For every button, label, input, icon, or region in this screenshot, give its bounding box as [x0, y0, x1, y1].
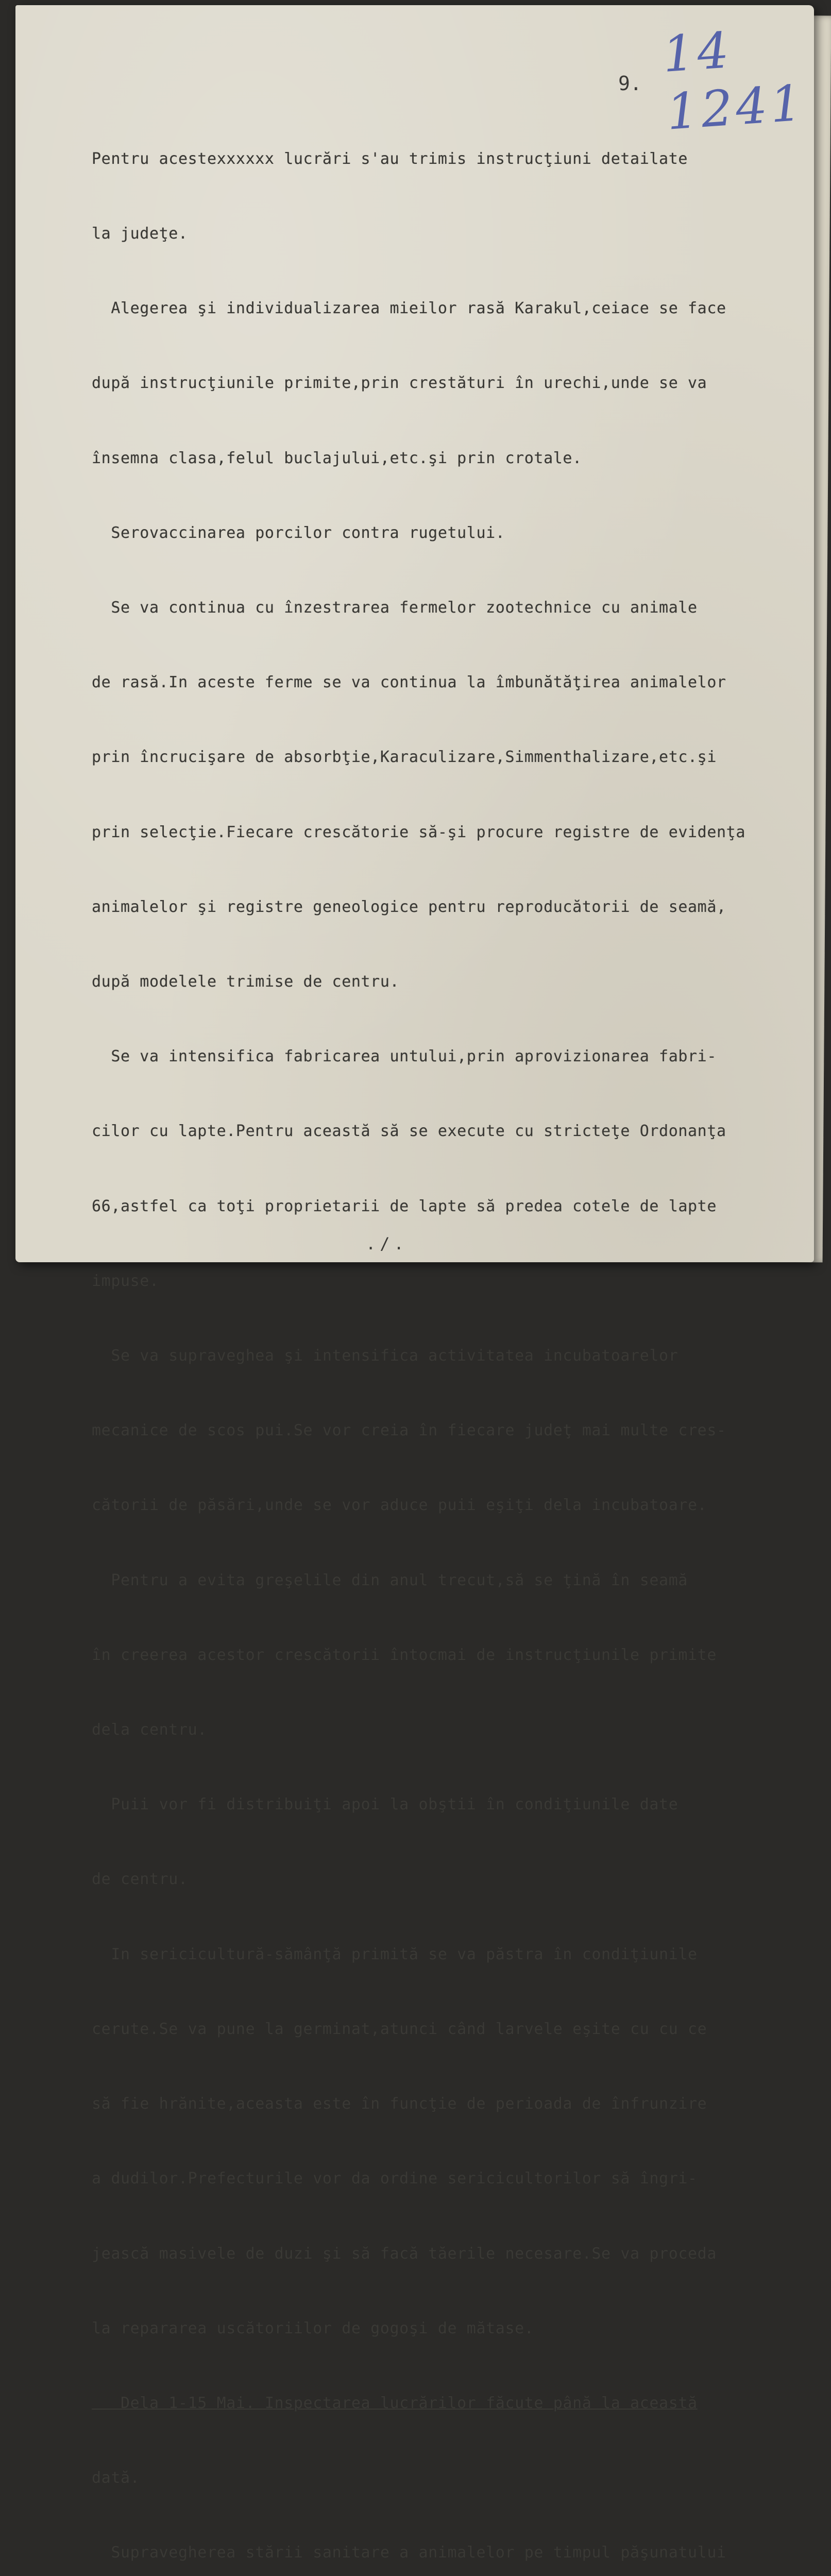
text-line: impuse. — [92, 1272, 159, 1290]
text-line: în creerea acestor crescătorii întocmai de instrucţiunile primite — [92, 1646, 717, 1664]
text-line: după modelele trimise de centru. — [92, 973, 400, 991]
text-line: însemna clasa,felul buclajului,etc.şi prin crotale. — [92, 449, 582, 467]
section-heading-line: Dela 1-15 Mai. Inspectarea lucrărilor făcute până la această — [92, 2394, 698, 2412]
text-line: animalelor şi registre geneologice pentru reproducătorii de seamă, — [92, 897, 726, 916]
text-line: să fie hrănite,aceasta este în funcţie de perioada de înfrunzire — [92, 2095, 707, 2113]
text-line: Serovaccinarea porcilor contra rugetului. — [92, 523, 505, 542]
text-line: Se va supraveghea şi intensifica activitatea incubatoarelor — [92, 1347, 679, 1365]
text-line: Se va intensifica fabricarea untului,prin aprovizionarea fabri- — [92, 1047, 717, 1066]
text-line: Puii vor fi distribuiţi apoi la obştii în condiţiunile date — [92, 1795, 679, 1814]
text-line: după instrucţiunile primite,prin crestături în urechi,unde se va — [92, 374, 707, 393]
text-line: cerute.Se va pune la germinat,atunci când larvele eşite cu cu ce — [92, 2020, 707, 2038]
page-number: 9. — [618, 72, 642, 95]
continuation-mark: ./. — [366, 1234, 408, 1253]
text-line: Alegerea şi individualizarea mieilor rasă Karakul,ceiace se face — [92, 299, 726, 318]
archive-handwritten-number: 14 1241 — [660, 21, 807, 141]
text-line: la judeţe. — [92, 225, 188, 243]
text-line: Se va continua cu înzestrarea fermelor zootechnice cu animale — [92, 599, 698, 617]
text-line: mecanice de scos pui.Se vor creia în fiecare judeţ mai multe cres- — [92, 1421, 726, 1440]
text-line: la repararea uscătoriilor de gogoşi de mătase. — [92, 2319, 534, 2337]
text-line: Pentru a evita greşelile din anul trecut,să se ţină în seamă — [92, 1571, 688, 1589]
text-line: dată. — [92, 2469, 140, 2487]
body-text — [92, 97, 798, 2576]
text-line: cilor cu lapte.Pentru această să se execute cu stricteţe Ordonanţa — [92, 1122, 726, 1141]
text-line: prin selecţie.Fiecare crescătorie să-şi procure registre de evidenţa — [92, 823, 745, 841]
text-line: de centru. — [92, 1870, 188, 1889]
typewritten-page — [15, 5, 814, 2562]
text-line: 66,astfel ca toţi proprietarii de lapte să predea cotele de lapte — [92, 1197, 717, 1215]
text-line: de rasă.In aceste ferme se va continua la îmbunătăţirea animalelor — [92, 673, 726, 692]
text-line: dela centru. — [92, 1721, 207, 1739]
text-line: a dudilor.Prefecturile vor da ordine sericicultorilor să îngri- — [92, 2170, 698, 2188]
text-line: In sericicultură-sămânţă primită se va păstra în condiţiunile — [92, 1945, 698, 1963]
text-line: Supravegherea stării sanitare a animalelor pe timpul păşunatului — [92, 2544, 726, 2562]
text-line: jească masivele de duzi şi să facă tăerile necesare.Se va proceda — [92, 2244, 717, 2263]
text-line: Pentru acestexxxxxx lucrări s'au trimis instrucţiuni detailate — [92, 149, 688, 168]
text-line: prin încrucişare de absorbţie,Karaculizare,Simmenthalizare,etc.şi — [92, 748, 717, 767]
text-line: cătorii de păsări,unde se vor aduce puii eşiţi dela incubatoare. — [92, 1496, 707, 1515]
